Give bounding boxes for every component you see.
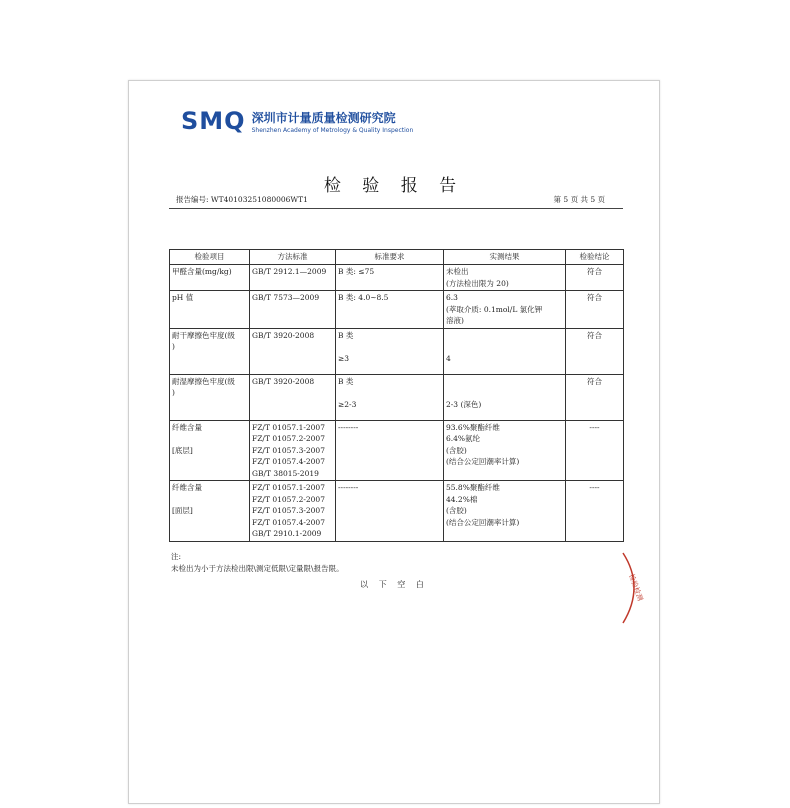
logo-mark: SMQ <box>181 107 246 135</box>
notes-label: 注: <box>171 552 182 561</box>
cell-line: GB/T 7573—2009 <box>252 293 320 302</box>
cell-line: 4 <box>446 353 451 363</box>
cell-line <box>446 387 563 399</box>
cell-line: B 类: 4.0~8.5 <box>338 293 389 302</box>
cell-line: (结合公定回潮率计算) <box>446 457 520 466</box>
cell-line: GB/T 3920-2008 <box>252 376 315 386</box>
cell-requirement <box>336 374 444 420</box>
cell-item <box>170 481 250 542</box>
column-header: 检验结论 <box>566 250 624 265</box>
cell-line: FZ/T 01057.3-2007 <box>252 506 325 515</box>
cell-line <box>338 341 441 353</box>
report-page <box>128 80 660 804</box>
cell-requirement <box>336 291 444 329</box>
cell-conclusion <box>566 265 624 291</box>
column-header: 检验项目 <box>170 250 250 265</box>
page-info: 第 5 页 共 5 页 <box>553 195 605 204</box>
cell-line: 符合 <box>587 330 602 340</box>
cell-line: 2-3 (深色) <box>446 399 482 409</box>
cell-result <box>444 291 566 329</box>
cell-line: B 类 <box>338 330 354 340</box>
cell-item <box>170 328 250 374</box>
cell-line: B 类: ≤75 <box>338 267 375 276</box>
cell-line: (含胶) <box>446 445 467 455</box>
end-of-content-marker: 以 下 空 白 <box>360 580 428 589</box>
cell-requirement <box>336 481 444 542</box>
cell-method <box>250 291 336 329</box>
cell-line: 溶液) <box>446 316 464 325</box>
table-row <box>170 481 624 542</box>
cell-line: 符合 <box>587 376 602 386</box>
cell-line: [面层] <box>172 506 193 515</box>
cell-requirement <box>336 420 444 481</box>
cell-line: GB/T 2910.1-2009 <box>252 529 322 538</box>
cell-line: ≥3 <box>338 353 350 363</box>
cell-line: FZ/T 01057.4-2007 <box>252 517 325 527</box>
cell-conclusion <box>566 374 624 420</box>
column-header: 方法标准 <box>250 250 336 265</box>
cell-conclusion <box>566 328 624 374</box>
cell-line: 耐湿摩擦色牢度(级 <box>172 376 235 386</box>
cell-result <box>444 420 566 481</box>
cell-line: 耐干摩擦色牢度(级 <box>172 330 235 340</box>
table-row <box>170 291 624 329</box>
cell-line: 符合 <box>587 267 602 276</box>
institute-name-en: Shenzhen Academy of Metrology & Quality Inspection <box>251 126 414 134</box>
cell-line <box>446 330 563 342</box>
cell-method <box>250 481 336 542</box>
cell-conclusion <box>566 481 624 542</box>
cell-conclusion <box>566 291 624 329</box>
cell-line: FZ/T 01057.3-2007 <box>252 445 325 455</box>
cell-method <box>250 328 336 374</box>
cell-line: (结合公定回潮率计算) <box>446 517 520 527</box>
cell-line: B 类 <box>338 376 354 386</box>
cell-line: ) <box>172 342 175 351</box>
institute-logo <box>181 107 413 135</box>
cell-method <box>250 265 336 291</box>
cell-result <box>444 374 566 420</box>
cell-requirement <box>336 265 444 291</box>
report-title: 检 验 报 告 <box>323 176 465 196</box>
header-divider <box>169 208 623 209</box>
cell-line: 93.6%聚酯纤维 <box>446 422 500 432</box>
cell-line <box>446 376 563 388</box>
cell-item <box>170 420 250 481</box>
cell-line: 未检出 <box>446 267 469 276</box>
cell-line: FZ/T 01057.4-2007 <box>252 457 325 466</box>
column-header: 标准要求 <box>336 250 444 265</box>
report-number: 报告编号: WT40103251080006WT1 <box>176 195 308 204</box>
cell-line <box>172 494 247 506</box>
cell-item <box>170 265 250 291</box>
cell-line: GB/T 2912.1—2009 <box>252 267 327 276</box>
cell-line: 甲醛含量(mg/kg) <box>172 267 232 276</box>
cell-line: FZ/T 01057.2-2007 <box>252 494 325 504</box>
cell-line: 符合 <box>587 293 602 302</box>
cell-line <box>172 433 247 445</box>
notes-text: 未检出为小于方法检出限\测定低限\定量限\报告限。 <box>171 564 344 573</box>
cell-item <box>170 374 250 420</box>
results-table <box>169 249 624 542</box>
column-header: 实测结果 <box>444 250 566 265</box>
cell-line: -------- <box>338 483 359 492</box>
cell-line: (萃取介质: 0.1mol/L 氯化钾 <box>446 304 543 314</box>
cell-line: pH 值 <box>172 293 194 302</box>
cell-line: 纤维含量 <box>172 422 202 432</box>
cell-requirement <box>336 328 444 374</box>
cell-method <box>250 374 336 420</box>
cell-line: 6.4%氨纶 <box>446 434 481 443</box>
cell-line: ) <box>172 388 175 397</box>
notes <box>171 551 344 575</box>
cell-line: [底层] <box>172 445 193 455</box>
cell-result <box>444 328 566 374</box>
table-row <box>170 374 624 420</box>
table-row <box>170 265 624 291</box>
table-row <box>170 328 624 374</box>
seal-text: 检验检测 <box>627 572 645 602</box>
cell-result <box>444 265 566 291</box>
cell-result <box>444 481 566 542</box>
cell-line: 55.8%聚酯纤维 <box>446 483 500 492</box>
cell-line: FZ/T 01057.1-2007 <box>252 483 325 492</box>
cell-method <box>250 420 336 481</box>
cell-line: 纤维含量 <box>172 483 202 492</box>
cell-line: (含胶) <box>446 506 467 515</box>
cell-line <box>338 387 441 399</box>
cell-line: FZ/T 01057.1-2007 <box>252 422 325 432</box>
cell-line: FZ/T 01057.2-2007 <box>252 434 325 443</box>
cell-line: 6.3 <box>446 293 458 302</box>
institute-name-cn: 深圳市计量质量检测研究院 <box>251 110 396 125</box>
table-header-row <box>170 250 624 265</box>
seal-stamp <box>619 547 649 627</box>
cell-line: ≥2-3 <box>338 399 357 409</box>
cell-line: (方法检出限为 20) <box>446 278 509 288</box>
cell-line: -------- <box>338 422 359 432</box>
cell-line: GB/T 38015-2019 <box>252 468 319 478</box>
cell-line: ---- <box>589 483 600 492</box>
table-row <box>170 420 624 481</box>
cell-line: ---- <box>589 422 600 432</box>
cell-line <box>446 341 563 353</box>
cell-line: 44.2%棉 <box>446 494 478 504</box>
cell-item <box>170 291 250 329</box>
cell-line: GB/T 3920-2008 <box>252 330 315 340</box>
cell-conclusion <box>566 420 624 481</box>
